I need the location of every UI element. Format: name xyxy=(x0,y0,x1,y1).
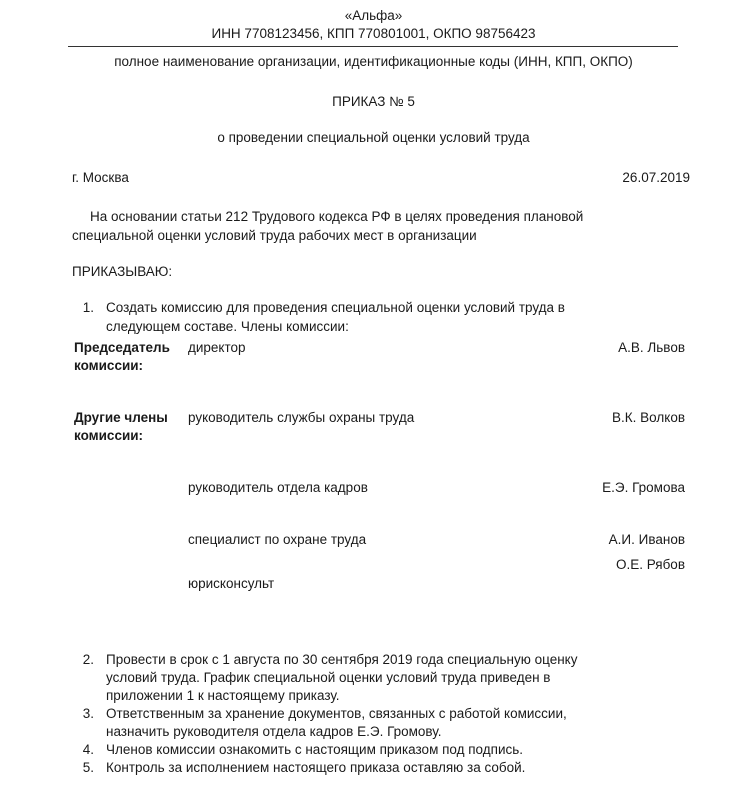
member-position: юрисконсульт xyxy=(188,576,275,591)
chair-name: А.В. Львов xyxy=(618,340,685,355)
header-divider xyxy=(68,46,678,47)
chair-label-line-2: комиссии: xyxy=(74,358,144,373)
chair-label-line-1: Председатель xyxy=(74,340,170,355)
member-position: руководитель отдела кадров xyxy=(188,480,368,495)
preamble-line-1: На основании статьи 212 Трудового кодекса РФ в целях проведения плановой xyxy=(90,209,584,224)
organization-name: «Альфа» xyxy=(344,8,403,23)
member-name: Е.Э. Громова xyxy=(602,480,685,495)
item-2-line-1: Провести в срок с 1 августа по 30 сентября 2019 года специальную оценку xyxy=(106,652,578,667)
item-4-line-1: Членов комиссии ознакомить с настоящим приказом под подпись. xyxy=(106,742,524,757)
member-position: специалист по охране труда xyxy=(188,532,367,547)
member-position: руководитель службы охраны труда xyxy=(188,410,415,425)
others-label-line-2: комиссии: xyxy=(74,428,144,443)
order-city: г. Москва xyxy=(72,170,129,185)
order-subject: о проведении специальной оценки условий труда xyxy=(217,130,530,145)
item-number: 2. xyxy=(82,652,94,667)
order-title: ПРИКАЗ № 5 xyxy=(332,94,415,109)
item-number: 5. xyxy=(82,760,94,775)
item-1-line-1: Создать комиссию для проведения специальной оценки условий труда в xyxy=(106,300,565,315)
member-name: О.Е. Рябов xyxy=(615,557,685,572)
header-caption: полное наименование организации, идентификационные коды (ИНН, КПП, ОКПО) xyxy=(114,54,633,69)
organization-codes: ИНН 7708123456, КПП 770801001, ОКПО 98756423 xyxy=(211,26,536,41)
item-1-line-2: следующем составе. Члены комиссии: xyxy=(106,319,349,334)
item-number: 1. xyxy=(82,300,94,315)
others-label-line-1: Другие члены xyxy=(74,410,168,425)
item-2-line-3: приложении 1 к настоящему приказу. xyxy=(106,688,340,703)
chair-position: директор xyxy=(188,340,246,355)
preamble-line-2: специальной оценки условий труда рабочих мест в организации xyxy=(72,228,477,243)
member-name: А.И. Иванов xyxy=(608,532,685,547)
member-name: В.К. Волков xyxy=(612,410,685,425)
item-number: 3. xyxy=(82,706,94,721)
item-2-line-2: условий труда. График специальной оценки условий труда приведен в xyxy=(106,670,551,685)
order-date: 26.07.2019 xyxy=(622,170,690,185)
order-word: ПРИКАЗЫВАЮ: xyxy=(72,264,173,279)
item-5-line-1: Контроль за исполнением настоящего приказа оставляю за собой. xyxy=(106,760,526,775)
item-number: 4. xyxy=(82,742,94,757)
item-3-line-1: Ответственным за хранение документов, связанных с работой комиссии, xyxy=(106,706,567,721)
item-3-line-2: назначить руководителя отдела кадров Е.Э. Громову. xyxy=(106,724,442,739)
